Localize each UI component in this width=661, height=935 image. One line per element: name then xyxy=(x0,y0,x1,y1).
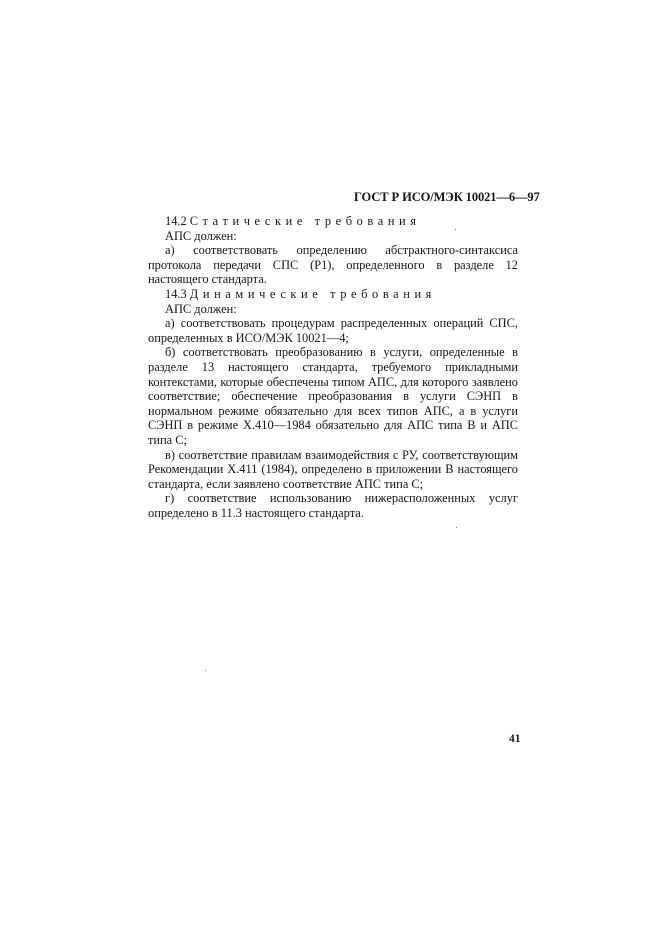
section-number: 14.2 xyxy=(165,214,187,228)
scan-speck xyxy=(455,229,456,230)
section-heading-14-3 xyxy=(148,287,518,302)
section-number: 14.3 xyxy=(165,286,187,301)
list-item: а) соответствовать определению абстрактного-синтаксиса протокола передачи СПС (P1), определенного в разделе 12 настоящего стандарта. xyxy=(148,243,518,287)
section-heading-14-2 xyxy=(148,214,518,229)
page-number: 41 xyxy=(509,733,521,745)
document-body xyxy=(148,214,518,520)
scan-speck xyxy=(456,527,457,528)
section-title: Статические требования xyxy=(189,214,421,228)
list-item: г) соответствие использованию нижерасположенных услуг определено в 11.3 настоящего стандарта. xyxy=(148,491,518,520)
list-item: б) соответствовать преобразованию в услуги, определенные в разделе 13 настоящего стандарта, требуемого прикладными контекстами, которые обеспечены типом АПС, для которого заявлено соответствие; обеспечение преобразования в услуги СЭНП в нормальном режиме обязательно для всех типов АПС, а в услуги СЭНП в режиме X.410—1984 обязательно для АПС типа В и АПС типа С; xyxy=(148,345,518,447)
section-title: Динамические требования xyxy=(189,286,436,301)
running-header: ГОСТ Р ИСО/МЭК 10021—6—97 xyxy=(354,190,540,204)
section-intro: АПС должен: xyxy=(165,228,237,243)
list-item: а) соответствовать процедурам распределенных операций СПС, определенных в ИСО/МЭК 10021—4; xyxy=(148,316,518,345)
list-item: в) соответствие правилам взаимодействия с РУ, соответствующим Рекомендации X.411 (1984), определено в приложении В настоящего стандарта, если заявлено соответствие АПС типа С; xyxy=(148,447,518,491)
section-intro: АПС должен: xyxy=(165,301,237,316)
scan-speck xyxy=(205,670,206,671)
